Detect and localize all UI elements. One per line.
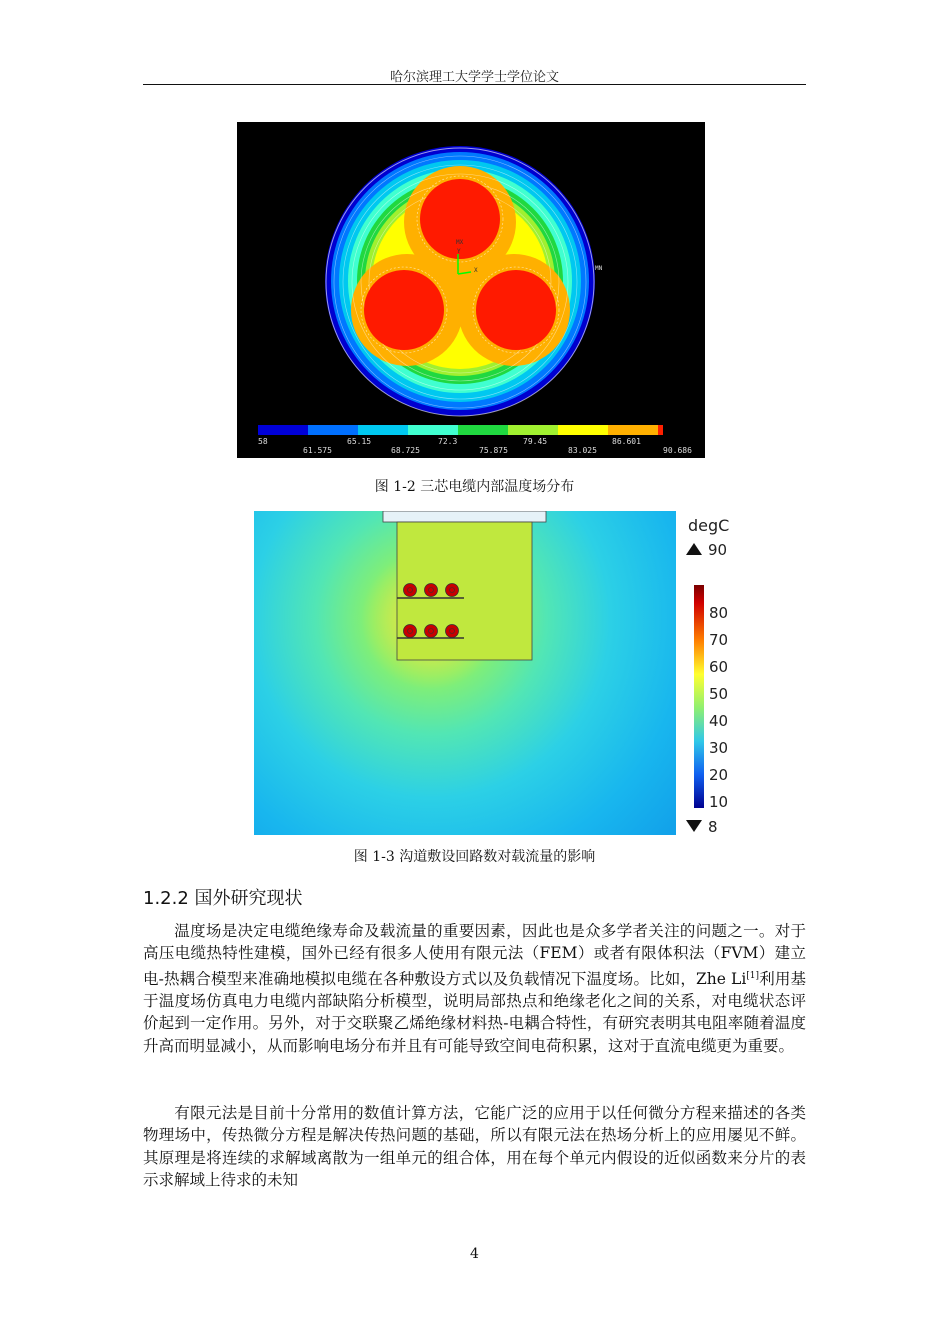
cable-temperature-plot [237, 122, 705, 458]
max-marker: MX [456, 239, 464, 246]
x-axis-marker: X [474, 267, 478, 274]
colorbar-min-label: 8 [708, 818, 718, 835]
paragraph-2-text: 有限元法是目前十分常用的数值计算方法，它能广泛的应用于以任何微分方程来描述的各类物理场中，传热微分方程是解决传热问题的基础，所以有限元法在热场分析上的应用屡见不鲜。其原理是将连续的求解域离散为一组单元的组合体，用在每个单元内假设的近似函数来分片的表示求解域上待求的未知 [143, 1104, 806, 1189]
trench-cover [383, 511, 546, 522]
cable-trench [397, 522, 532, 660]
cb1-bottom-label-2: 75.875 [479, 446, 508, 455]
min-marker: MN [595, 265, 603, 272]
colorbar-tick-60: 60 [709, 658, 729, 676]
cb1-bottom-label-3: 83.025 [568, 446, 597, 455]
trench-temperature-figure [254, 511, 754, 835]
paragraph-2 [143, 1102, 806, 1191]
page-number: 4 [470, 1246, 479, 1262]
cb1-bottom-label-1: 68.725 [391, 446, 420, 455]
trench-temperature-plot [254, 511, 754, 835]
y-axis-marker: Y [457, 248, 461, 255]
cb1-top-label-2: 72.3 [438, 437, 458, 446]
cb1-top-label-1: 65.15 [347, 437, 372, 446]
conductor-core-left [364, 270, 444, 350]
figure1-caption: 图 1-2 三芯电缆内部温度场分布 [374, 479, 575, 495]
max-triangle-icon [686, 543, 702, 555]
section-heading: 1.2.2 国外研究现状 [143, 888, 303, 909]
colorbar-tick-30: 30 [709, 739, 729, 757]
cable-temperature-figure [237, 122, 705, 458]
colorbar-tick-50: 50 [709, 685, 729, 703]
paragraph-1-text-b: 利用基于温度场仿真电力电缆内部缺陷分析模型，说明局部热点和绝缘老化之间的关系，对电缆状态评价起到一定作用。另外，对于交联聚乙烯绝缘材料热-电耦合特性，有研究表明其电阻率随着温度升高而明显减小，从而影响电场分布并且有可能导致空间电荷积累，这对于直流电缆更为重要。 [143, 969, 806, 1055]
cb1-bottom-label-4: 90.686 [663, 446, 692, 455]
cb1-bottom-label-0: 61.575 [303, 446, 332, 455]
soil-domain [254, 511, 676, 835]
colorbar-tick-80: 80 [709, 604, 729, 622]
cb1-top-label-4: 86.601 [612, 437, 641, 446]
conductor-core-top [420, 179, 500, 259]
colorbar-tick-70: 70 [709, 631, 729, 649]
fig2-colorbar [686, 516, 729, 835]
cb1-top-label-0: 58 [258, 437, 268, 446]
fig1-colorbar [258, 425, 692, 455]
colorbar-unit-label: degC [688, 516, 730, 535]
colorbar-max-label: 90 [708, 541, 728, 559]
colorbar-tick-20: 20 [709, 766, 729, 784]
cable-cross-section [325, 146, 603, 416]
paragraph-1 [143, 920, 806, 1057]
cb1-top-label-3: 79.45 [523, 437, 548, 446]
colorbar-tick-10: 10 [709, 793, 729, 811]
paragraph-1-text-a: 温度场是决定电缆绝缘寿命及载流量的重要因素，因此也是众多学者关注的问题之一。对于高压电缆热特性建模，国外已经有很多人使用有限元法（FEM）或者有限体积法（FVM）建立电-热耦合模型来准确地模拟电缆在各种敷设方式以及负载情况下温度场。比如，Zhe Li [143, 922, 806, 988]
figure2-caption: 图 1-3 沟道敷设回路数对载流量的影响 [353, 849, 596, 865]
min-triangle-icon [686, 820, 702, 832]
colorbar-tick-40: 40 [709, 712, 729, 730]
cable-group-lower [404, 625, 459, 638]
header-rule [143, 84, 806, 85]
running-header: 哈尔滨理工大学学士学位论文 [389, 70, 559, 85]
citation-ref[interactable]: [1] [746, 970, 760, 981]
cable-group-upper [404, 584, 459, 597]
conductor-core-right [476, 270, 556, 350]
